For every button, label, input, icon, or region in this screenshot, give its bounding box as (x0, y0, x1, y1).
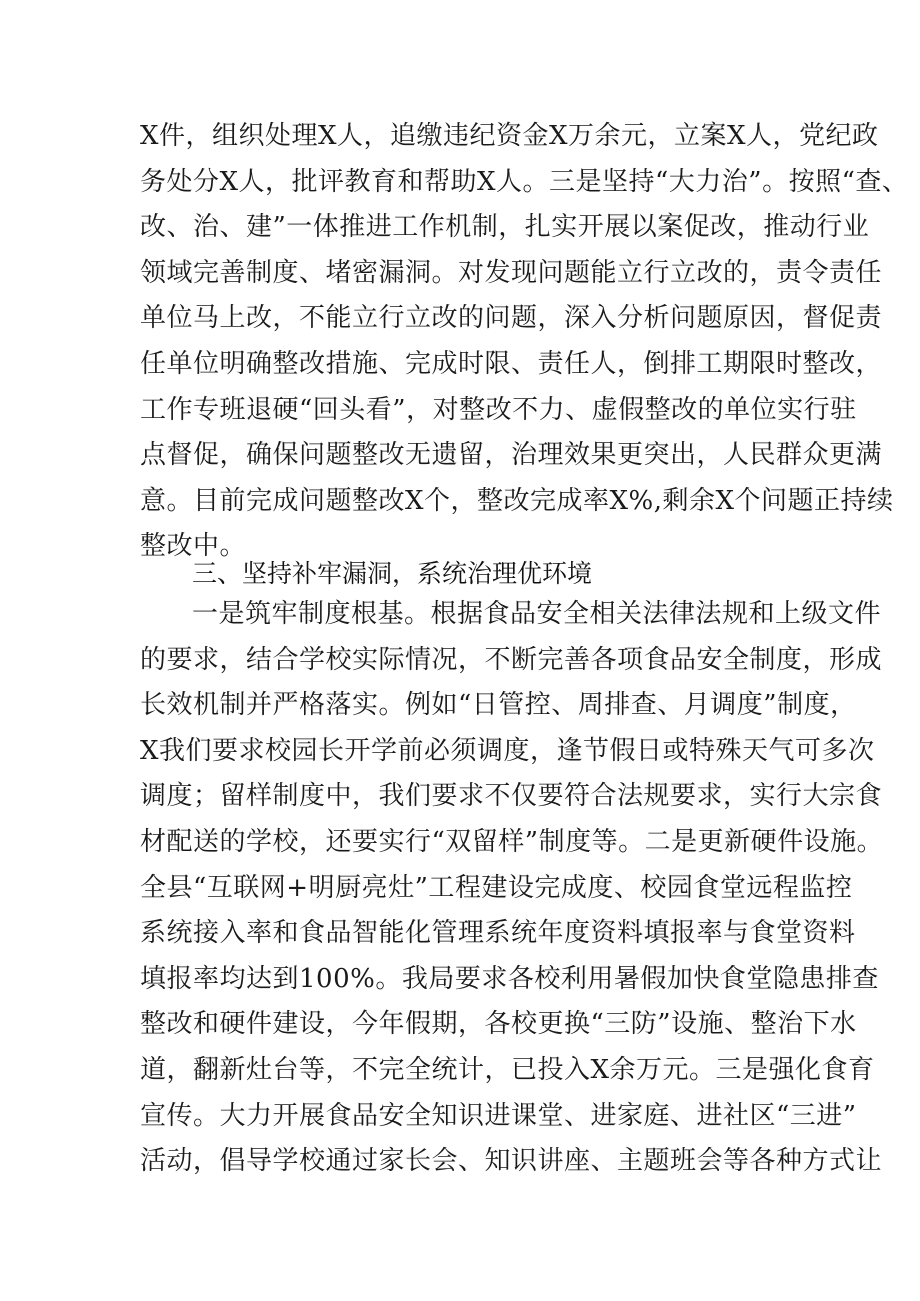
text-line: 调度；留样制度中，我们要求不仅要符合法规要求，实行大宗食 (140, 781, 883, 812)
text-line: 全县“互联网+明厨亮灶”工程建设完成度、校园食堂远程监控 (140, 872, 853, 903)
paragraph-section-3 (140, 592, 884, 1185)
paragraph-continuation (140, 114, 909, 570)
text-line: 材配送的学校，还要实行“双留样”制度等。二是更新硬件设施。 (140, 826, 884, 857)
text-line: 改、治、建”一体推进工作机制，扎实开展以案促改，推动行业 (140, 212, 870, 243)
text-line: 填报率均达到100%。我局要求各校利用暑假加快食堂隐患排查 (140, 963, 879, 994)
text-line: 一是筑牢制度根基。根据食品安全相关法律法规和上级文件 (192, 599, 882, 629)
text-line: 系统接入率和食品智能化管理系统年度资料填报率与食堂资料 (140, 918, 856, 949)
text-line: 的要求，结合学校实际情况，不断完善各项食品安全制度，形成 (140, 644, 883, 675)
text-line: 整改中。 (140, 531, 247, 562)
text-line: X件，组织处理X人，追缴违纪资金X万余元，立案X人，党纪政 (140, 121, 879, 151)
text-line: 任单位明确整改措施、完成时限、责任人，倒排工期限时整改， (140, 348, 883, 379)
text-line: X我们要求校园长开学前必须调度，逢节假日或特殊天气可多次 (140, 735, 875, 766)
text-line: 道，翻新灶台等，不完全统计，已投入X余万元。三是强化食育 (140, 1054, 875, 1085)
text-line: 单位马上改，不能立行立改的问题，深入分析问题原因，督促责 (140, 303, 883, 334)
text-line: 长效机制并严格落实。例如“日管控、周排查、月调度”制度， (140, 690, 857, 721)
text-line: 务处分X人，批评教育和帮助X人。三是坚持“大力治”。按照“查、 (140, 166, 909, 197)
text-line: 领域完善制度、堵密漏洞。对发现问题能立行立改的，责令责任 (140, 257, 883, 288)
text-line: 整改和硬件建设，今年假期，各校更换“三防”设施、整治下水 (140, 1009, 857, 1040)
text-line: 宣传。大力开展食品安全知识进课堂、进家庭、进社区“三进” (140, 1100, 857, 1131)
section-heading: 三、坚持补牢漏洞，系统治理优环境 (192, 559, 593, 588)
text-line: 点督促，确保问题整改无遗留，治理效果更突出，人民群众更满 (140, 440, 883, 471)
text-line: 活动，倡导学校通过家长会、知识讲座、主题班会等各种方式让 (140, 1146, 883, 1177)
text-line: 工作专班退硬“回头看”，对整改不力、虚假整改的单位实行驻 (140, 394, 857, 425)
text-line: 意。目前完成问题整改X个，整改完成率X%,剩余X个问题正持续 (140, 485, 894, 516)
